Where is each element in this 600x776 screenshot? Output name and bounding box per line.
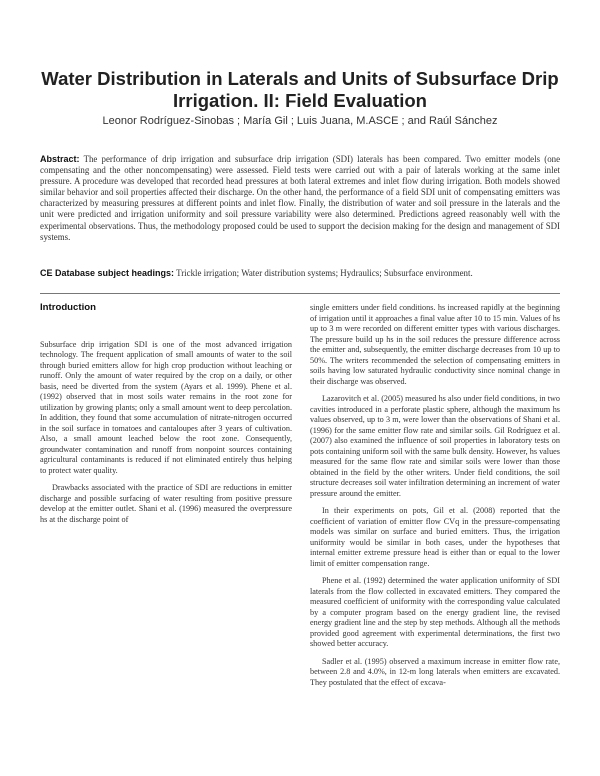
left-paragraph: Subsurface drip irrigation SDI is one of the most advanced irrigation technology. The frequent application of small amounts of water to the soil through buried emitters allow for high crop production without leaching or runoff. Only the amount of water required by the crop on a daily, or other basis, need be diverted from the system (Ayars et al. 1999). Phene et al. (1992) observed that in most soils water remains in the root zone for utilization by growing plants; only a small amount went to deep percolation. In addition, they found that some accumulation of nitrate-nitrogen occurred in the soil surface in tomatoes and cantaloupes after 3 years of cultivation. Also, a small amount leached below the root zone. Consequently, groundwater contamination and runoff from nonpoint sources containing agricultural contaminants is reduced if not eliminated entirely thus helping to protect water quality. (40, 339, 292, 475)
author-list: Leonor Rodríguez-Sinobas ; María Gil ; Luis Juana, M.ASCE ; and Raúl Sánchez (102, 115, 498, 127)
right-paragraph: Lazarovitch et al. (2005) measured hs also under field conditions, in two cavities introduced in a perforate plastic sphere, although the maximum hs values observed, up to 3 m, were lower than the observations of Shani et al. (1996) for the same emitter flow rate and similar soils. Gil Rodríguez et al. (2007) also examined the influence of soil properties in laboratory tests on pots containing uniform soil with the same bulk density. However, hs values measured for the same flow rate and similar soils were lower than those obtained in the field by the other writers. Under field conditions, the soil structure decreases soil water infiltration determining an increment of water pressure around the emitter. (310, 394, 560, 498)
subject-headings-label: CE Database subject headings: (40, 268, 175, 278)
abstract-label: Abstract: (40, 154, 80, 164)
subject-headings-text: Trickle irrigation; Water distribution systems; Hydraulics; Subsurface environment. (176, 268, 473, 278)
paper-title: Water Distribution in Laterals and Units of Subsurface Drip Irrigation. II: Field Evaluation (41, 68, 559, 111)
section-divider (40, 293, 560, 294)
abstract-text: The performance of drip irrigation and subsurface drip irrigation (SDI) laterals has been compared. Two emitter models (one compensating and the other noncompensating) were assessed. Field tests were carried out with a pair of laterals working at the same inlet pressure. A procedure was developed that recorded head pressures at both lateral extremes and inlet flow during irrigation. Both models showed similar behavior and soil properties affected their discharge. On the other hand, the performance of a field SDI unit of compensating emitters was characterized by measuring pressures at different points and inlet flow. Finally, the distribution of water and soil pressure in the laterals and the unit were predicted and irrigation uniformity and soil pressure variability were also determined. Predictions agreed reasonably well with the experimental observations. Thus, the methodology proposed could be used to support the decision making for the design and management of SDI systems. (40, 154, 561, 242)
subject-headings (40, 268, 560, 278)
introduction-heading: Introduction (40, 302, 96, 313)
abstract-block (40, 154, 560, 243)
right-column (310, 303, 560, 695)
left-column (40, 303, 292, 532)
right-paragraph: Sadler et al. (1995) observed a maximum increase in emitter flow rate, between 2.8 and 4.0%, in 12-m long laterals when emitters are excavated. They postulated that the effect of excava- (310, 656, 560, 687)
right-paragraph: In their experiments on pots, Gil et al. (2008) reported that the coefficient of variation of emitter flow CVq in the pressure-compensating models was similar on surface and buried emitters. Thus, the irrigation uniformity would be similar in both cases, under the hypotheses that internal emitter extreme pressure head is either than or equal to the lower limit of emitter compensation range. (310, 506, 560, 568)
right-paragraph: Phene et al. (1992) determined the water application uniformity of SDI laterals from the flow collected in excavated emitters. They compared the measured coefficient of uniformity with the corresponding value calculated by a computer program based on the energy gradient line, the revised energy gradient line and the step by step methods. Although all the methods provided good agreement with experimental determinations, the first two showed better accuracy. (310, 576, 560, 648)
right-paragraph: single emitters under field conditions. hs increased rapidly at the beginning of irrigation until it approaches a final value after 10 to 15 min. Values of hs up to 3 m were recorded on different emitter types with various discharges. The pressure build up hs in the soil reduces the pressure difference across the emitter and, subsequently, the emitter discharge decreases from 10 up to 50%. The writers recommended the selection of compensating emitters in soils having low saturated hydraulic conductivity since nominal change in their discharge was observed. (310, 303, 560, 386)
left-paragraph: Drawbacks associated with the practice of SDI are reductions in emitter discharge and possible surfacing of water resulting from positive pressure develop at the emitter outlet. Shani et al. (1996) measured the overpressure hs at the discharge point of (40, 483, 292, 524)
